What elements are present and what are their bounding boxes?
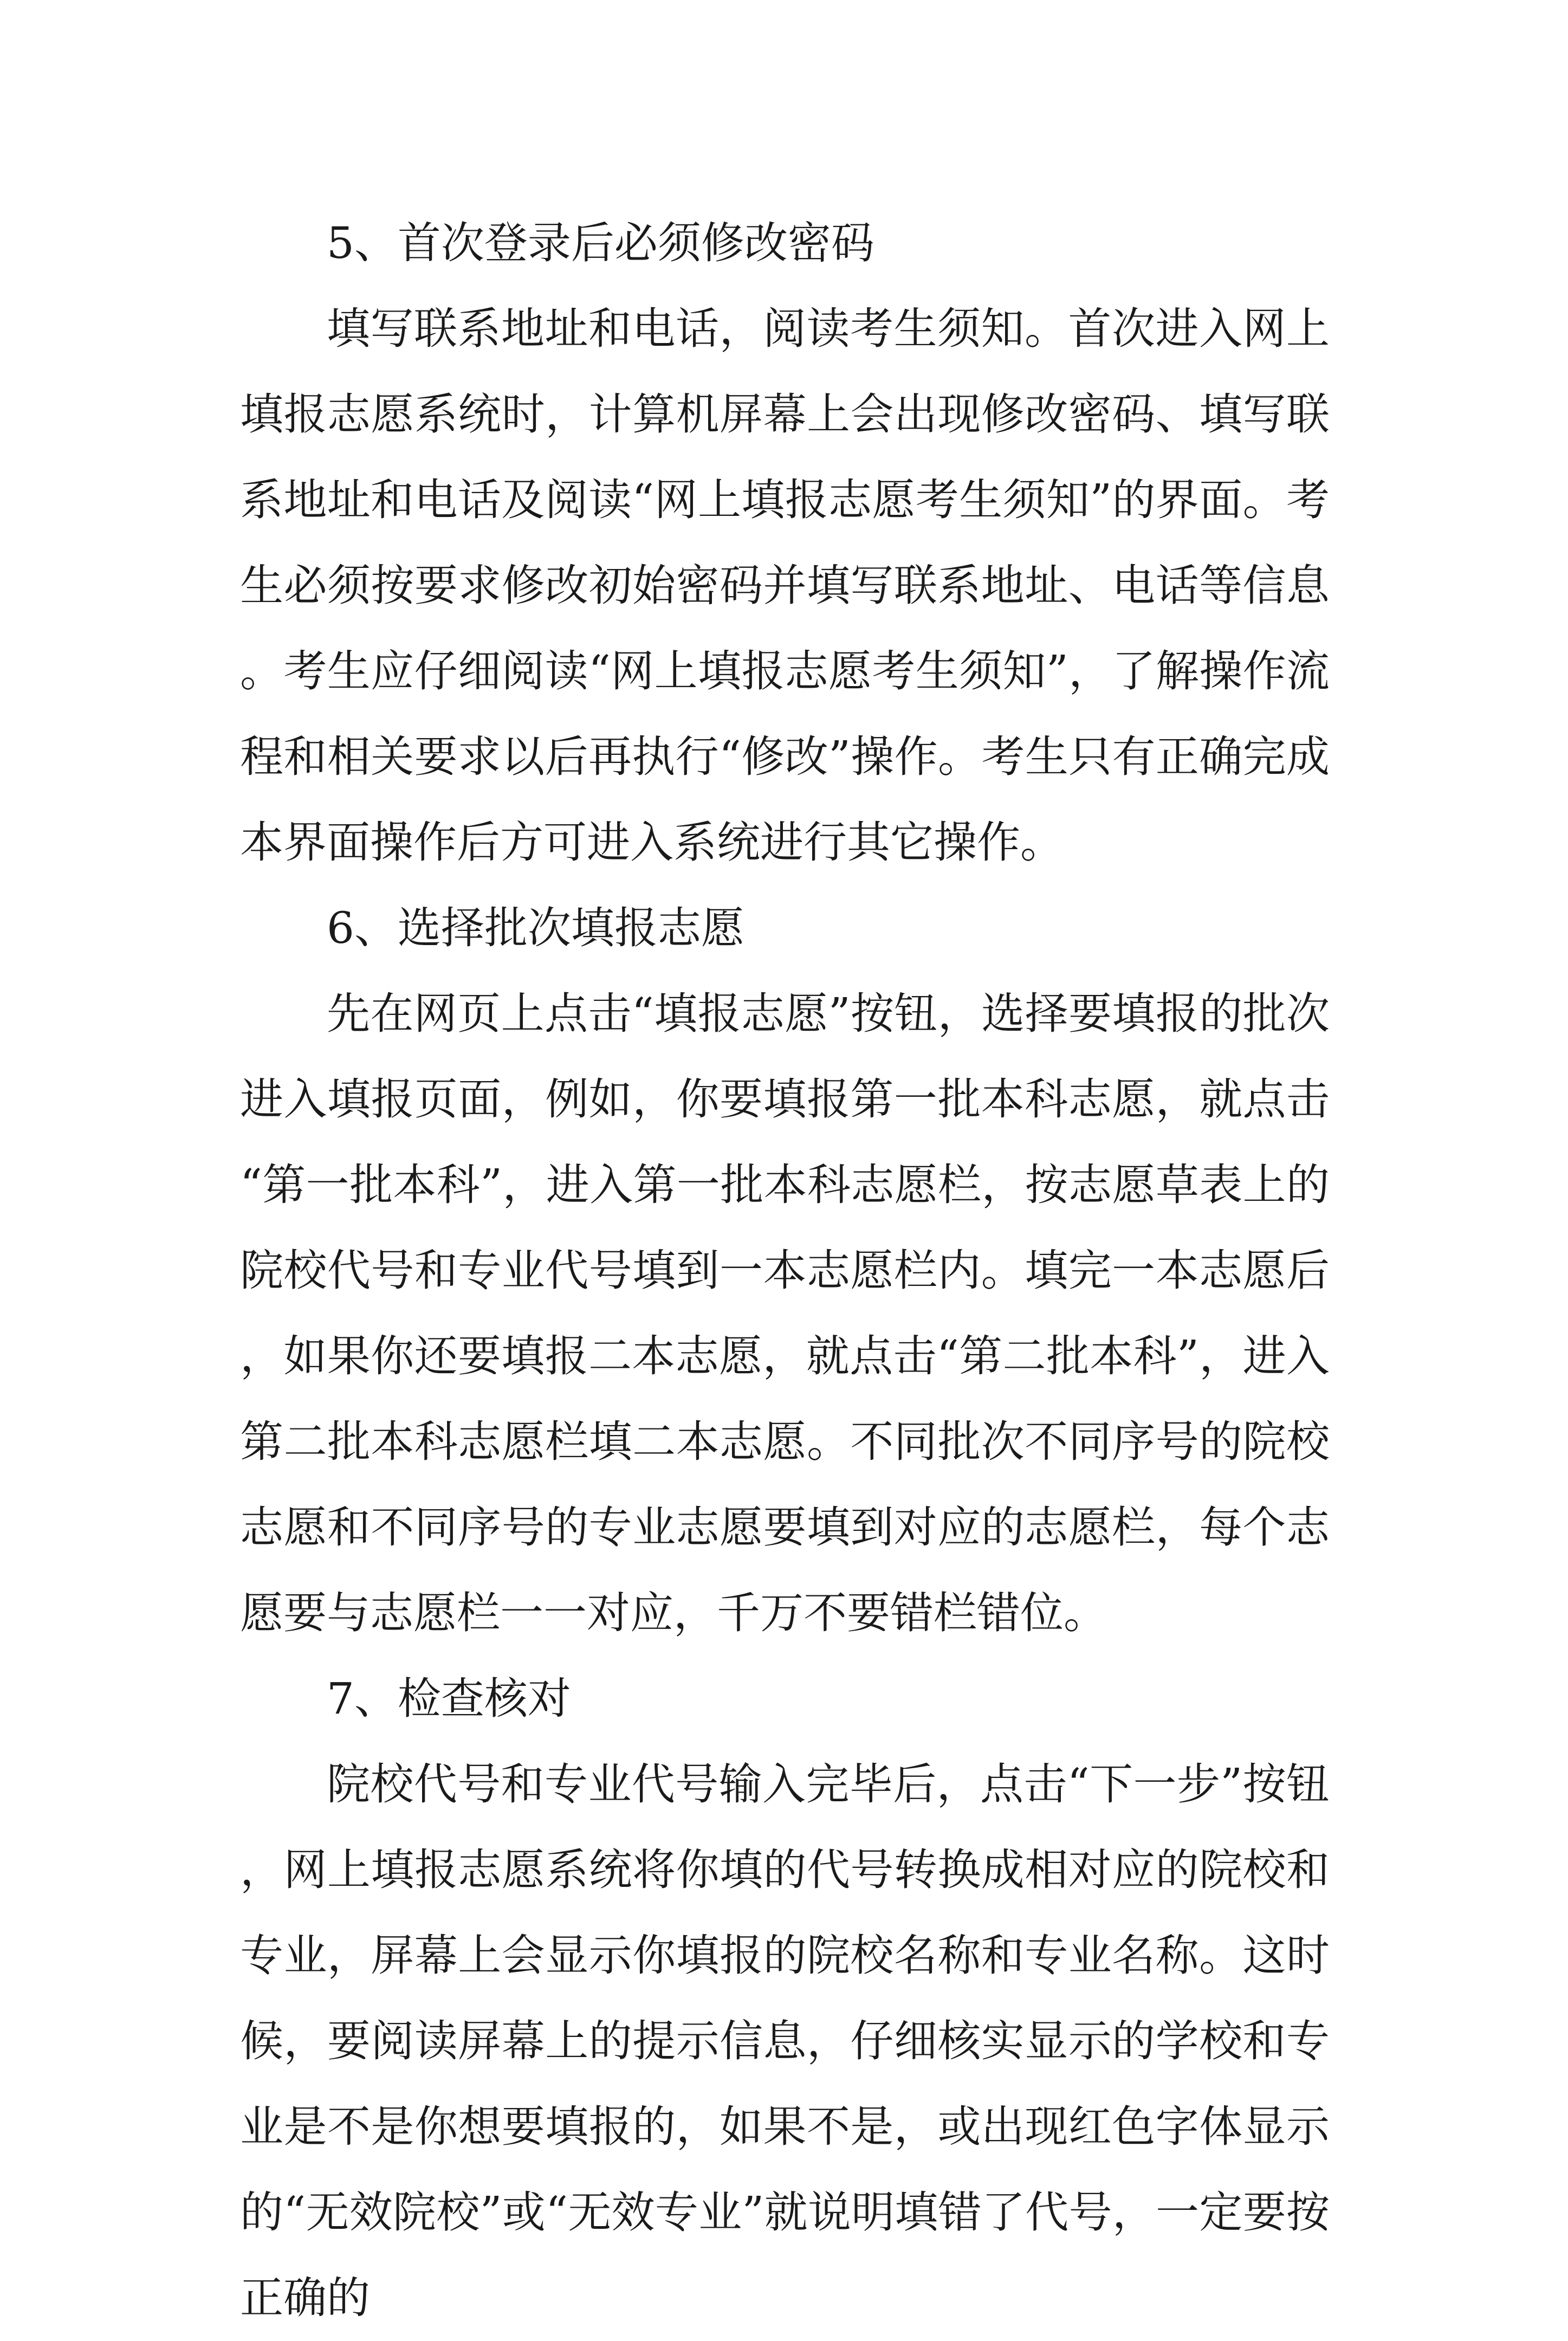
section-body-6: 先在网页上点击“填报志愿”按钮，选择要填报的批次进入填报页面，例如，你要填报第一批本科志愿，就点击“第一批本科”，进入第一批本科志愿栏，按志愿草表上的院校代号和专业代号填到一本志愿栏内。填完一本志愿后，如果你还要填报二本志愿，就点击“第二批本科”，进入第二批本科志愿栏填二本志愿。不同批次不同序号的院校志愿和不同序号的专业志愿要填到对应的志愿栏，每个志愿要与志愿栏一一对应，千万不要错栏错位。 [240,988,1330,1638]
section-heading-5: 5、首次登录后必须修改密码 [327,218,874,268]
section-body-7: 院校代号和专业代号输入完毕后，点击“下一步”按钮，网上填报志愿系统将你填的代号转换成相对应的院校和专业，屏幕上会显示你填报的院校名称和专业名称。这时候，要阅读屏幕上的提示信息，仔细核实显示的学校和专业是不是你想要填报的，如果不是，或出现红色字体显示的“无效院校”或“无效专业”就说明填错了代号，一定要按正确的 [240,1759,1330,2323]
section-heading-6: 6、选择批次填报志愿 [327,903,744,953]
document-page [240,201,1330,2341]
section-body-5: 填写联系地址和电话，阅读考生须知。首次进入网上填报志愿系统时，计算机屏幕上会出现修改密码、填写联系地址和电话及阅读“网上填报志愿考生须知”的界面。考生必须按要求修改初始密码并填写联系地址、电话等信息。考生应仔细阅读“网上填报志愿考生须知”，了解操作流程和相关要求以后再执行“修改”操作。考生只有正确完成本界面操作后方可进入系统进行其它操作。 [240,303,1330,868]
section-heading-7: 7、检查核对 [327,1673,571,1724]
